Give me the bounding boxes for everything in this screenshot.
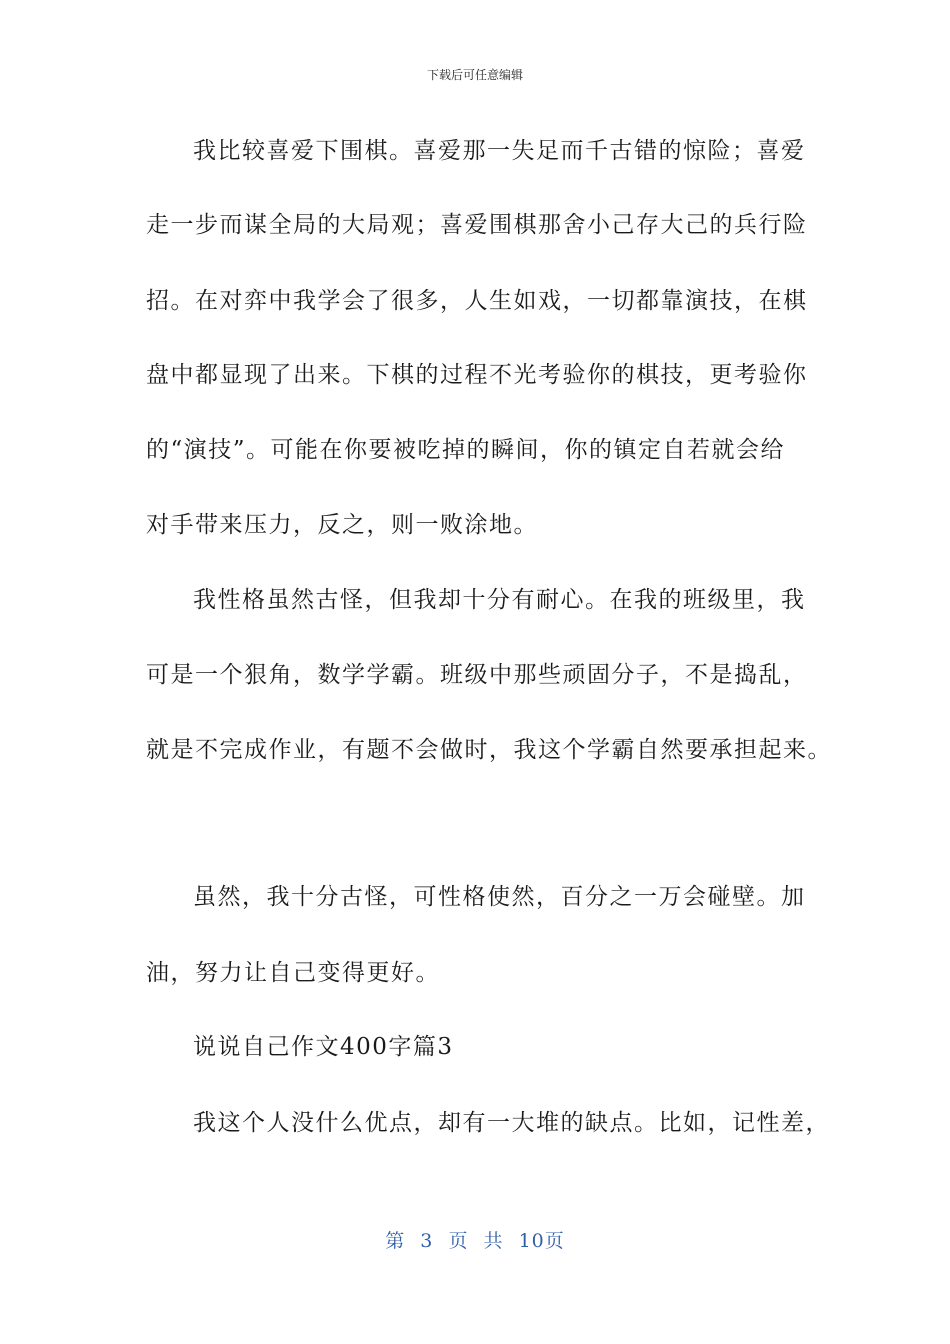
body-line: 油，努力让自己变得更好。	[146, 960, 440, 986]
section-heading: 说说自己作文400字篇3	[193, 1034, 454, 1060]
body-line: 我这个人没什么优点，却有一大堆的缺点。比如，记性差，	[193, 1110, 830, 1136]
footer-page-label: 页	[448, 1230, 469, 1252]
body-line: 招。在对弈中我学会了很多，人生如戏，一切都靠演技，在棋	[146, 288, 808, 314]
body-line: 就是不完成作业，有题不会做时，我这个学霸自然要承担起来。	[146, 737, 832, 763]
footer-current-page: 3	[420, 1230, 434, 1252]
page-number-footer	[0, 1226, 950, 1253]
body-line: 虽然，我十分古怪，可性格使然，百分之一万会碰壁。加	[193, 884, 806, 910]
body-line: 盘中都显现了出来。下棋的过程不光考验你的棋技，更考验你	[146, 362, 808, 388]
body-line: 我比较喜爱下围棋。喜爱那一失足而千古错的惊险；喜爱	[193, 138, 806, 164]
footer-prefix: 第	[385, 1230, 406, 1252]
body-line: 走一步而谋全局的大局观；喜爱围棋那舍小己存大己的兵行险	[146, 212, 808, 238]
footer-total-label: 共	[483, 1230, 504, 1252]
header-note: 下载后可任意编辑	[426, 68, 523, 82]
body-line: 的“演技”。可能在你要被吃掉的瞬间，你的镇定自若就会给	[146, 437, 786, 463]
footer-total-pages: 10页	[518, 1230, 565, 1252]
body-line: 我性格虽然古怪，但我却十分有耐心。在我的班级里，我	[193, 587, 806, 613]
body-line: 可是一个狠角，数学学霸。班级中那些顽固分子，不是捣乱，	[146, 662, 808, 688]
body-line: 对手带来压力，反之，则一败涂地。	[146, 512, 538, 538]
